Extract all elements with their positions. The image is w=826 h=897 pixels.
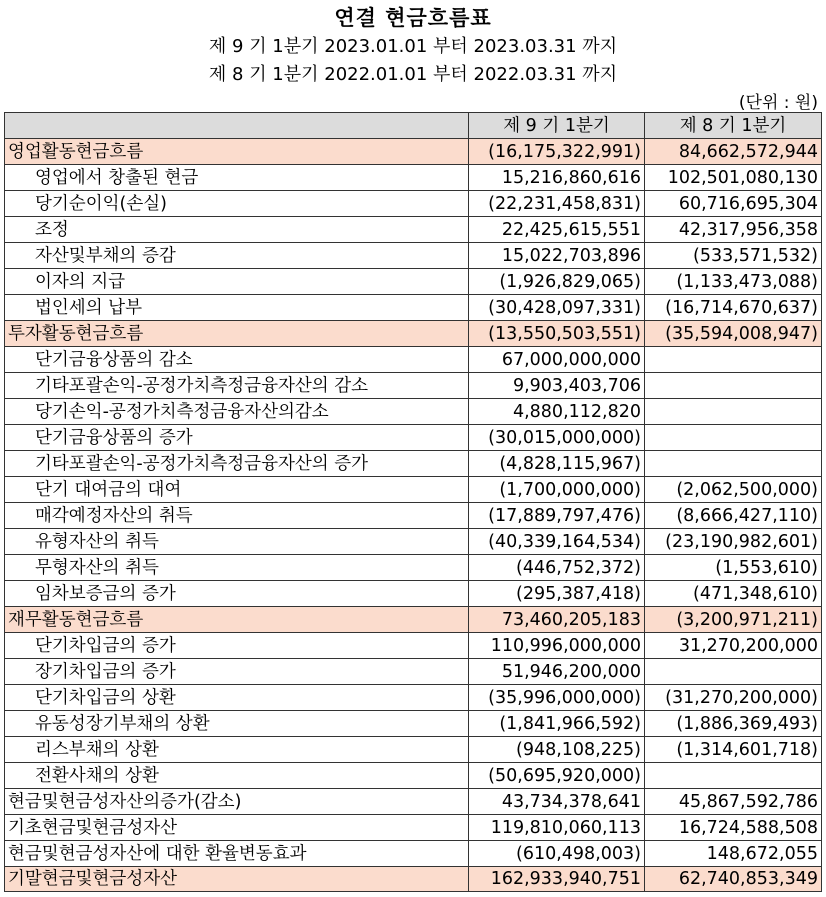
row-label: 매각예정자산의 취득 (5, 503, 469, 529)
current-value: (948,108,225) (469, 737, 645, 763)
table-row (5, 295, 822, 321)
prior-value: (3,200,971,211) (645, 607, 822, 633)
current-value: 162,933,940,751 (469, 867, 645, 892)
table-row (5, 503, 822, 529)
current-value: (13,550,503,551) (469, 321, 645, 347)
current-value: (16,175,322,991) (469, 139, 645, 165)
current-value: 67,000,000,000 (469, 347, 645, 373)
table-body (5, 139, 822, 892)
table-row (5, 581, 822, 607)
table-row (5, 633, 822, 659)
row-label: 법인세의 납부 (5, 295, 469, 321)
prior-value: 42,317,956,358 (645, 217, 822, 243)
row-label: 영업활동현금흐름 (5, 139, 469, 165)
item-column-header (5, 113, 469, 139)
current-value: 73,460,205,183 (469, 607, 645, 633)
row-label: 유동성장기부채의 상환 (5, 711, 469, 737)
prior-value: (471,348,610) (645, 581, 822, 607)
current-value: 4,880,112,820 (469, 399, 645, 425)
row-label: 단기차입금의 증가 (5, 633, 469, 659)
prior-value (645, 399, 822, 425)
table-row (5, 191, 822, 217)
row-label: 단기금융상품의 감소 (5, 347, 469, 373)
prior-value: 45,867,592,786 (645, 789, 822, 815)
row-label: 장기차입금의 증가 (5, 659, 469, 685)
table-row (5, 165, 822, 191)
table-row (5, 347, 822, 373)
table-row (5, 373, 822, 399)
prior-value (645, 763, 822, 789)
current-value: (446,752,372) (469, 555, 645, 581)
table-row (5, 763, 822, 789)
current-value: (1,841,966,592) (469, 711, 645, 737)
table-row (5, 139, 822, 165)
current-value: (22,231,458,831) (469, 191, 645, 217)
current-value: (40,339,164,534) (469, 529, 645, 555)
current-value: (295,387,418) (469, 581, 645, 607)
table-row (5, 867, 822, 892)
row-label: 자산및부채의 증감 (5, 243, 469, 269)
prior-value: (23,190,982,601) (645, 529, 822, 555)
prior-value: 31,270,200,000 (645, 633, 822, 659)
table-row (5, 243, 822, 269)
prior-value: 16,724,588,508 (645, 815, 822, 841)
prior-value: (1,886,369,493) (645, 711, 822, 737)
current-value: 110,996,000,000 (469, 633, 645, 659)
prior-value: 148,672,055 (645, 841, 822, 867)
prior-value (645, 373, 822, 399)
row-label: 기말현금및현금성자산 (5, 867, 469, 892)
row-label: 유형자산의 취득 (5, 529, 469, 555)
current-value: (35,996,000,000) (469, 685, 645, 711)
prior-value: (35,594,008,947) (645, 321, 822, 347)
current-value: 22,425,615,551 (469, 217, 645, 243)
table-row (5, 477, 822, 503)
table-row (5, 815, 822, 841)
unit-label: (단위 : 원) (738, 93, 818, 113)
row-label: 투자활동현금흐름 (5, 321, 469, 347)
table-row (5, 711, 822, 737)
row-label: 기타포괄손익-공정가치측정금융자산의 감소 (5, 373, 469, 399)
row-label: 조정 (5, 217, 469, 243)
table-row (5, 659, 822, 685)
table-row (5, 425, 822, 451)
current-value: (1,700,000,000) (469, 477, 645, 503)
table-row (5, 217, 822, 243)
table-row (5, 841, 822, 867)
prior-value: (31,270,200,000) (645, 685, 822, 711)
row-label: 단기금융상품의 증가 (5, 425, 469, 451)
table-row (5, 451, 822, 477)
prior-value: (1,133,473,088) (645, 269, 822, 295)
table-row (5, 399, 822, 425)
prior-value: 62,740,853,349 (645, 867, 822, 892)
current-value: (1,926,829,065) (469, 269, 645, 295)
current-value: 15,022,703,896 (469, 243, 645, 269)
current-value: 9,903,403,706 (469, 373, 645, 399)
current-value: (30,428,097,331) (469, 295, 645, 321)
current-value: 15,216,860,616 (469, 165, 645, 191)
prior-value (645, 659, 822, 685)
prior-value: (1,553,610) (645, 555, 822, 581)
prior-value (645, 451, 822, 477)
row-label: 당기손익-공정가치측정금융자산의감소 (5, 399, 469, 425)
row-label: 이자의 지급 (5, 269, 469, 295)
row-label: 기초현금및현금성자산 (5, 815, 469, 841)
prior-value: (2,062,500,000) (645, 477, 822, 503)
table-row (5, 737, 822, 763)
current-value: (17,889,797,476) (469, 503, 645, 529)
prior-value: (533,571,532) (645, 243, 822, 269)
current-value: (610,498,003) (469, 841, 645, 867)
table-row (5, 529, 822, 555)
row-label: 리스부채의 상환 (5, 737, 469, 763)
row-label: 당기순이익(손실) (5, 191, 469, 217)
prior-value: (8,666,427,110) (645, 503, 822, 529)
prior-value: 60,716,695,304 (645, 191, 822, 217)
table-row (5, 269, 822, 295)
prior-value: (16,714,670,637) (645, 295, 822, 321)
row-label: 전환사채의 상환 (5, 763, 469, 789)
row-label: 단기차입금의 상환 (5, 685, 469, 711)
table-row (5, 789, 822, 815)
statement-header (0, 0, 826, 112)
row-label: 현금및현금성자산의증가(감소) (5, 789, 469, 815)
cash-flow-table (4, 112, 822, 892)
current-value: 119,810,060,113 (469, 815, 645, 841)
prior-value: 102,501,080,130 (645, 165, 822, 191)
prior-value: (1,314,601,718) (645, 737, 822, 763)
prior-value (645, 425, 822, 451)
prior-period: 제 8 기 1분기 2022.01.01 부터 2022.03.31 까지 (208, 64, 618, 85)
current-value: (30,015,000,000) (469, 425, 645, 451)
current-value: 43,734,378,641 (469, 789, 645, 815)
table-row (5, 685, 822, 711)
current-value: (4,828,115,967) (469, 451, 645, 477)
row-label: 영업에서 창출된 현금 (5, 165, 469, 191)
current-column-header: 제 9 기 1분기 (469, 113, 645, 139)
row-label: 단기 대여금의 대여 (5, 477, 469, 503)
statement-title: 연결 현금흐름표 (334, 6, 492, 30)
current-value: (50,695,920,000) (469, 763, 645, 789)
table-header-row (5, 113, 822, 139)
current-period: 제 9 기 1분기 2023.01.01 부터 2023.03.31 까지 (208, 36, 618, 57)
row-label: 기타포괄손익-공정가치측정금융자산의 증가 (5, 451, 469, 477)
row-label: 재무활동현금흐름 (5, 607, 469, 633)
current-value: 51,946,200,000 (469, 659, 645, 685)
table-row (5, 555, 822, 581)
row-label: 무형자산의 취득 (5, 555, 469, 581)
row-label: 임차보증금의 증가 (5, 581, 469, 607)
table-row (5, 321, 822, 347)
prior-value: 84,662,572,944 (645, 139, 822, 165)
row-label: 현금및현금성자산에 대한 환율변동효과 (5, 841, 469, 867)
table-row (5, 607, 822, 633)
prior-value (645, 347, 822, 373)
prior-column-header: 제 8 기 1분기 (645, 113, 822, 139)
